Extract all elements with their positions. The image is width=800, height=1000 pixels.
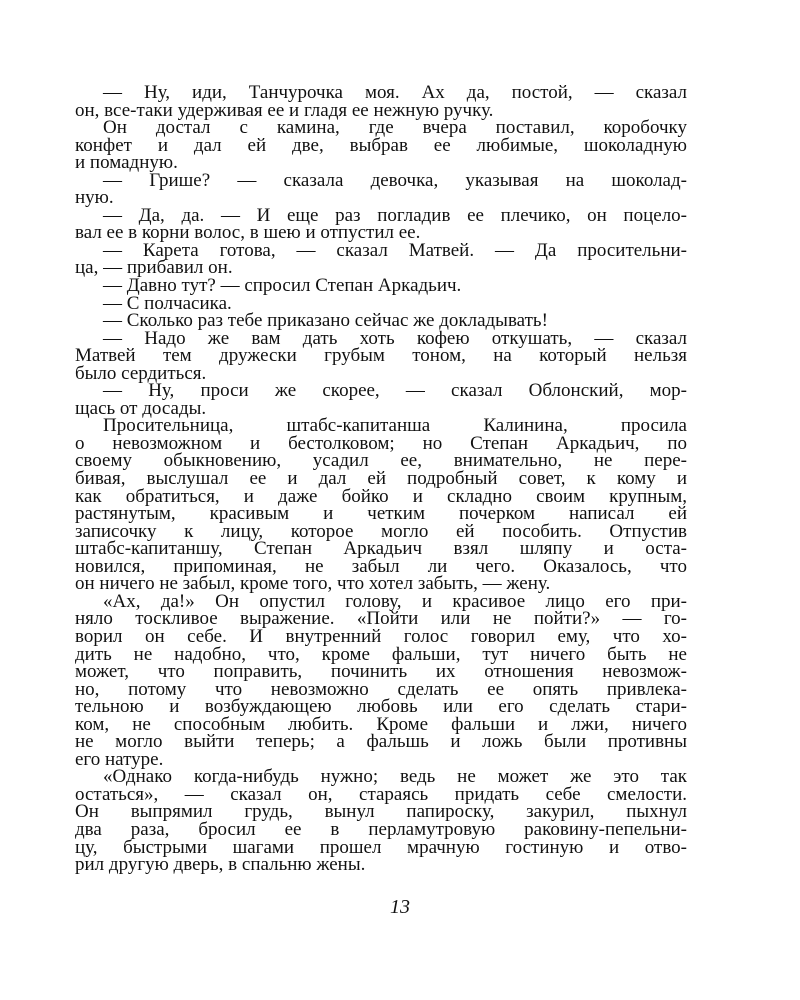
text-line: ком, не способным любить. Кроме фальши и лжи, ничего xyxy=(75,713,687,735)
text-line: Матвей тем дружески грубым тоном, на который нельзя xyxy=(75,345,687,367)
text-line: — Надо же вам дать хоть кофею откушать, — сказал xyxy=(103,327,687,349)
text-line: вал ее в корни волос, в шею и отпустил ее. xyxy=(75,222,421,244)
text-line: тельною и возбуждающею любовь или его сделать стари- xyxy=(75,696,687,718)
text-line: его натуре. xyxy=(75,748,164,770)
text-line: он ничего не забыл, кроме того, что хотел забыть, — жену. xyxy=(75,573,551,595)
text-line: остаться», — сказал он, стараясь придать себе смелости. xyxy=(75,783,687,805)
text-line: было сердиться. xyxy=(75,362,207,384)
text-line: бивая, выслушал ее и дал ей подробный совет, к кому и xyxy=(75,468,687,490)
text-line: Он выпрямил грудь, вынул папироску, закурил, пыхнул xyxy=(75,801,687,823)
text-line: — Ну, проси же скорее, — сказал Облонский, мор- xyxy=(103,380,687,402)
text-line: он, все-таки удерживая ее и гладя ее нежную ручку. xyxy=(75,99,494,121)
text-line: — Сколько раз тебе приказано сейчас же докладывать! xyxy=(103,310,548,332)
text-line: ную. xyxy=(75,187,114,209)
text-line: как обратиться, и даже бойко и складно своим крупным, xyxy=(75,485,687,507)
text-line: записочку к лицу, которое могло ей пособить. Отпустив xyxy=(75,520,687,542)
text-line: может, что поправить, починить их отношения невозмож- xyxy=(75,661,687,683)
text-line: рил другую дверь, в спальню жены. xyxy=(75,854,366,876)
text-line: Он достал с камина, где вчера поставил, коробочку xyxy=(103,117,687,139)
text-line: но, потому что невозможно сделать ее опять привлека- xyxy=(75,678,687,700)
text-line: «Однако когда-нибудь нужно; ведь не может же это так xyxy=(103,766,687,788)
text-line: — Карета готова, — сказал Матвей. — Да просительни- xyxy=(103,239,687,261)
text-line: — С полчасика. xyxy=(103,292,232,314)
text-line: растянутым, красивым и четким почерком написал ей xyxy=(75,503,687,525)
text-line: не могло выйти теперь; а фальшь и ложь были противны xyxy=(75,731,687,753)
text-line: — Грише? — сказала девочка, указывая на шоколад- xyxy=(103,169,687,191)
text-line: цу, быстрыми шагами прошел мрачную гостиную и отво- xyxy=(75,836,687,858)
text-line: — Ну, иди, Танчурочка моя. Ах да, постой, — сказал xyxy=(103,82,687,103)
page-number: 13 xyxy=(390,896,410,918)
text-line: Просительница, штабс-капитанша Калинина, просила xyxy=(103,415,687,437)
text-line: — Да, да. — И еще раз погладив ее плечико, он поцело- xyxy=(103,204,687,226)
text-line: ворил он себе. И внутренний голос говорил ему, что хо- xyxy=(75,625,687,647)
text-line: няло тоскливое выражение. «Пойти или не пойти?» — го- xyxy=(75,608,687,630)
text-line: своему обыкновению, усадил ее, внимательно, не пере- xyxy=(75,450,687,472)
text-line: два раза, бросил ее в перламутровую раковину-пепельни- xyxy=(75,818,687,840)
text-line: о невозможном и бестолковом; но Степан Аркадьич, по xyxy=(75,432,687,454)
text-line: новился, припоминая, не забыл ли чего. Оказалось, что xyxy=(75,555,687,577)
text-line: конфет и дал ей две, выбрав ее любимые, шоколадную xyxy=(75,134,687,156)
text-line: ца, — прибавил он. xyxy=(75,257,233,279)
text-line: и помадную. xyxy=(75,152,178,174)
text-line: «Ах, да!» Он опустил голову, и красивое лицо его при- xyxy=(103,590,687,612)
text-line: щась от досады. xyxy=(75,397,207,419)
text-line: — Давно тут? — спросил Степан Аркадьич. xyxy=(103,275,462,297)
text-line: дить не надобно, что, кроме фальши, тут ничего быть не xyxy=(75,643,687,665)
text-line: штабс-капитаншу, Степан Аркадьич взял шляпу и оста- xyxy=(75,538,687,560)
body-text xyxy=(75,84,687,874)
